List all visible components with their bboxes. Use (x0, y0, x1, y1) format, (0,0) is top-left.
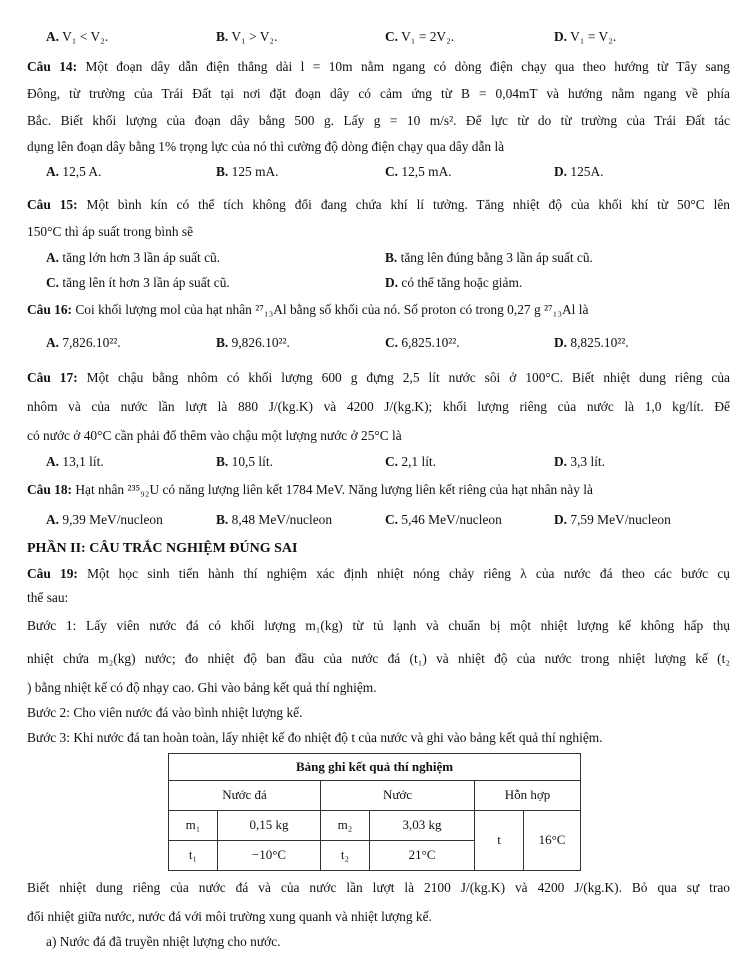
q17-option-d: D. 3,3 lít. (554, 454, 605, 469)
q19-step-1-line-3: ) bằng nhiệt kế có độ nhạy cao. Ghi vào bảng kết quả thí nghiệm. (27, 680, 377, 695)
q16-option-b: B. 9,826.10²². (216, 335, 290, 350)
q13-option-a: A. V₁ < V₂. (46, 29, 109, 44)
q15-option-b: B. tăng lên đúng bằng 3 lần áp suất cũ. (385, 250, 593, 265)
q14-line-4: dụng lên đoạn dây bằng 1% trọng lực của nó thì cường độ dòng điện chạy qua dây dẫn là (27, 139, 505, 154)
cell-t1-value: −10°C (218, 841, 321, 871)
q16-option-a: A. 7,826.10²². (46, 335, 121, 350)
q14-line-3: Bắc. Biết khối lượng của đoạn dây bằng 500 g. Lấy g = 10 m/s². Để lực từ do từ trường của Trái Đất tác (27, 113, 730, 128)
q19-line-2: thể sau: (27, 590, 69, 605)
q19-step-2: Bước 2: Cho viên nước đá vào bình nhiệt lượng kế. (27, 705, 303, 720)
q18-option-c: C. 5,46 MeV/nucleon (385, 512, 502, 527)
cell-t2-label: t₂ (321, 841, 370, 871)
q19-statement-a: a) Nước đá đã truyền nhiệt lượng cho nước. (46, 934, 281, 949)
q15-option-a: A. tăng lớn hơn 3 lần áp suất cũ. (46, 250, 221, 265)
q17-option-c: C. 2,1 lít. (385, 454, 436, 469)
q17-line-3: có nước ở 40°C cần phải đổ thêm vào chậu một lượng nước ở 25°C là (27, 428, 402, 443)
cell-t2-value: 21°C (370, 841, 475, 871)
q17-line-2: nhôm và của nước lần lượt là 880 J/(kg.K) và 4200 J/(kg.K); khối lượng riêng của nước là 1,0 kg/lít. Để (27, 399, 730, 414)
header-water: Nước (321, 781, 475, 811)
q18-option-d: D. 7,59 MeV/nucleon (554, 512, 671, 527)
q15-option-c: C. tăng lên ít hơn 3 lần áp suất cũ. (46, 275, 230, 290)
header-mixture: Hỗn hợp (475, 781, 581, 811)
q14-line-1: Câu 14: Một đoạn dây dẫn điện thẳng dài l = 10m nằm ngang có dòng điện chạy qua theo hướng từ Tây sang (27, 59, 730, 74)
q15-line-1: Câu 15: Một bình kín có thể tích không đổi đang chứa khí lí tưởng. Tăng nhiệt độ của khối khí từ 50°C lên (27, 197, 731, 212)
cell-t-value: 16°C (524, 811, 581, 871)
q18-option-a: A. 9,39 MeV/nucleon (46, 512, 163, 527)
q14-line-2: Đông, từ trường của Trái Đất tại nơi đặt đoạn dây có cảm ứng từ B = 0,04mT và hướng nằm ngang về phía (27, 86, 730, 101)
cell-m1-label: m₁ (169, 811, 218, 841)
q16-line-1: Câu 16: Coi khối lượng mol của hạt nhân ²⁷₁₃Al bằng số khối của nó. Số proton có trong 0,27 g ²⁷₁₃Al là (27, 302, 589, 317)
q15-option-d: D. có thể tăng hoặc giảm. (385, 275, 523, 290)
cell-t1-label: t₁ (169, 841, 218, 871)
q17-line-1: Câu 17: Một chậu bằng nhôm có khối lượng 600 g đựng 2,5 lít nước sôi ở 100°C. Biết nhiệt dung riêng của (27, 370, 731, 385)
cell-m2-label: m₂ (321, 811, 370, 841)
q19-step-1-line-1: Bước 1: Lấy viên nước đá có khối lượng m₁(kg) từ tủ lạnh và chuẩn bị một nhiệt lượng kế không hấp thụ (27, 618, 730, 633)
q15-line-2: 150°C thì áp suất trong bình sẽ (27, 224, 194, 239)
q14-option-c: C. 12,5 mA. (385, 164, 452, 179)
q17-option-b: B. 10,5 lít. (216, 454, 273, 469)
cell-m1-value: 0,15 kg (218, 811, 321, 841)
q18-line-1: Câu 18: Hạt nhân ²³⁵₉₂U có năng lượng liên kết 1784 MeV. Năng lượng liên kết riêng của hạt nhân này là (27, 482, 593, 497)
table-title: Bảng ghi kết quả thí nghiệm (169, 754, 581, 781)
q17-option-a: A. 13,1 lít. (46, 454, 104, 469)
q19-step-3: Bước 3: Khi nước đá tan hoàn toàn, lấy nhiệt kế đo nhiệt độ t của nước và ghi vào bảng kết quả thí nghiệm. (27, 730, 603, 745)
part-2-heading: PHẦN II: CÂU TRẮC NGHIỆM ĐÚNG SAI (27, 541, 298, 556)
cell-t-label: t (475, 811, 524, 871)
q13-option-b: B. V₁ > V₂. (216, 29, 278, 44)
cell-m2-value: 3,03 kg (370, 811, 475, 841)
q16-option-d: D. 8,825.10²². (554, 335, 629, 350)
q14-option-d: D. 125A. (554, 164, 604, 179)
q14-option-a: A. 12,5 A. (46, 164, 102, 179)
q19-after-line-2: đổi nhiệt giữa nước, nước đá với môi trường xung quanh và nhiệt lượng kế. (27, 909, 432, 924)
q19-after-line-1: Biết nhiệt dung riêng của nước đá và của nước lần lượt là 2100 J/(kg.K) và 4200 J/(kg.K). Bỏ qua sự trao (27, 880, 730, 895)
q13-option-c: C. V₁ = 2V₂. (385, 29, 455, 44)
q18-option-b: B. 8,48 MeV/nucleon (216, 512, 333, 527)
q16-option-c: C. 6,825.10²². (385, 335, 460, 350)
q13-option-d: D. V₁ = V₂. (554, 29, 617, 44)
q14-option-b: B. 125 mA. (216, 164, 279, 179)
header-ice: Nước đá (169, 781, 321, 811)
results-table (168, 753, 581, 871)
q19-line-1: Câu 19: Một học sinh tiến hành thí nghiệm xác định nhiệt nóng chảy riêng λ của nước đá theo các bước cụ (27, 566, 730, 581)
q19-step-1-line-2: nhiệt chứa m₂(kg) nước; đo nhiệt độ ban đầu của nước đá (t₁) và nhiệt độ của nước trong nhiệt lượng kế (t₂ (27, 651, 730, 666)
